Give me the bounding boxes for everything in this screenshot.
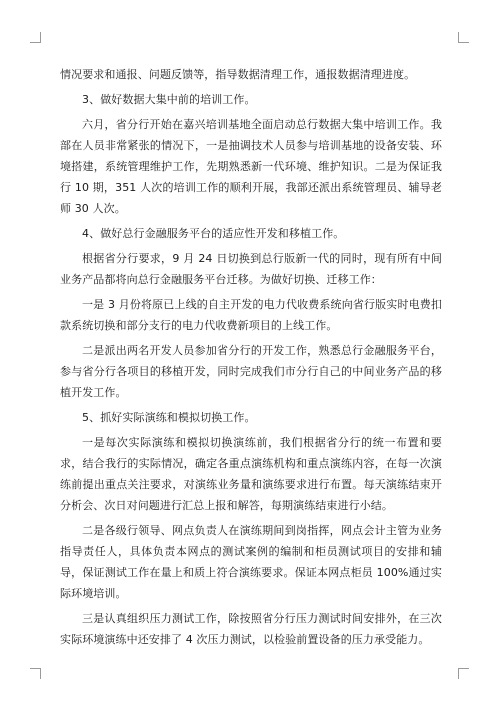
paragraph-continuation: 情况要求和通报、问题反馈等，指导数据清理工作，通报数据清理进度。 [60, 68, 416, 81]
crop-mark-bottom-left [30, 668, 41, 679]
paragraph-training: 六月，省分行开始在嘉兴培训基地全面启动总行数据大集中培训工作。我部在人员非常紧张的情况下，一是抽调技术人员参与培训基地的设备安装、环境搭建，系统管理维护工作，先期熟悉新一代环境、维护知识。二是为保证我行 10 期，351 人次的培训工作的顺利开展，我部还派出系统管理员、辅导老师 30 人次。 [60, 118, 442, 215]
paragraph-migration: 根据省分行要求，9 月 24 日切换到总行版新一代的同时，现有所有中间业务产品都将向总行金融服务平台迁移。为做好切换、迁移工作： [60, 252, 442, 286]
section-heading-4: 4、做好总行金融服务平台的适应性开发和移植工作。 [82, 227, 345, 240]
paragraph-drill-item-3: 三是认真组织压力测试工作，除按照省分行压力测试时间安排外，在三次实际环境演练中还安排了 4 次压力测试，以检验前置设备的压力承受能力。 [60, 612, 442, 646]
section-heading-3: 3、做好数据大集中前的培训工作。 [82, 93, 256, 106]
paragraph-migration-item-2: 二是派出两名开发人员参加省分行的开发工作，熟悉总行金融服务平台，参与省分行各项目的移植开发，同时完成我们市分行自己的中间业务产品的移植开发工作。 [60, 344, 442, 399]
crop-mark-top-right [458, 32, 469, 43]
paragraph-migration-item-1: 一是 3 月份将原已上线的自主开发的电力代收费系统向省行版实时电费扣款系统切换和部分支行的电力代收费新项目的上线工作。 [60, 298, 442, 332]
document-body [60, 64, 442, 650]
paragraph-drill-item-2: 二是各级行领导、网点负责人在演练期间到岗指挥，网点会计主管为业务指导责任人，具体负责本网点的测试案例的编制和柜员测试项目的安排和辅导，保证测试工作在量上和质上符合演练要求。保证本网点柜员 100%通过实际环境培训。 [60, 524, 442, 600]
section-heading-5: 5、抓好实际演练和模拟切换工作。 [82, 411, 256, 424]
crop-mark-bottom-right [458, 668, 469, 679]
crop-mark-top-left [30, 32, 41, 43]
paragraph-drill-item-1: 一是每次实际演练和模拟切换演练前，我们根据省分行的统一布置和要求，结合我行的实际情况，确定各重点演练机构和重点演练内容，在每一次演练前提出重点关注要求，对演练业务量和演练要求进行布置。每天演练结束开分析会、次日对问题进行汇总上报和解答，每期演练结束进行小结。 [60, 436, 442, 512]
